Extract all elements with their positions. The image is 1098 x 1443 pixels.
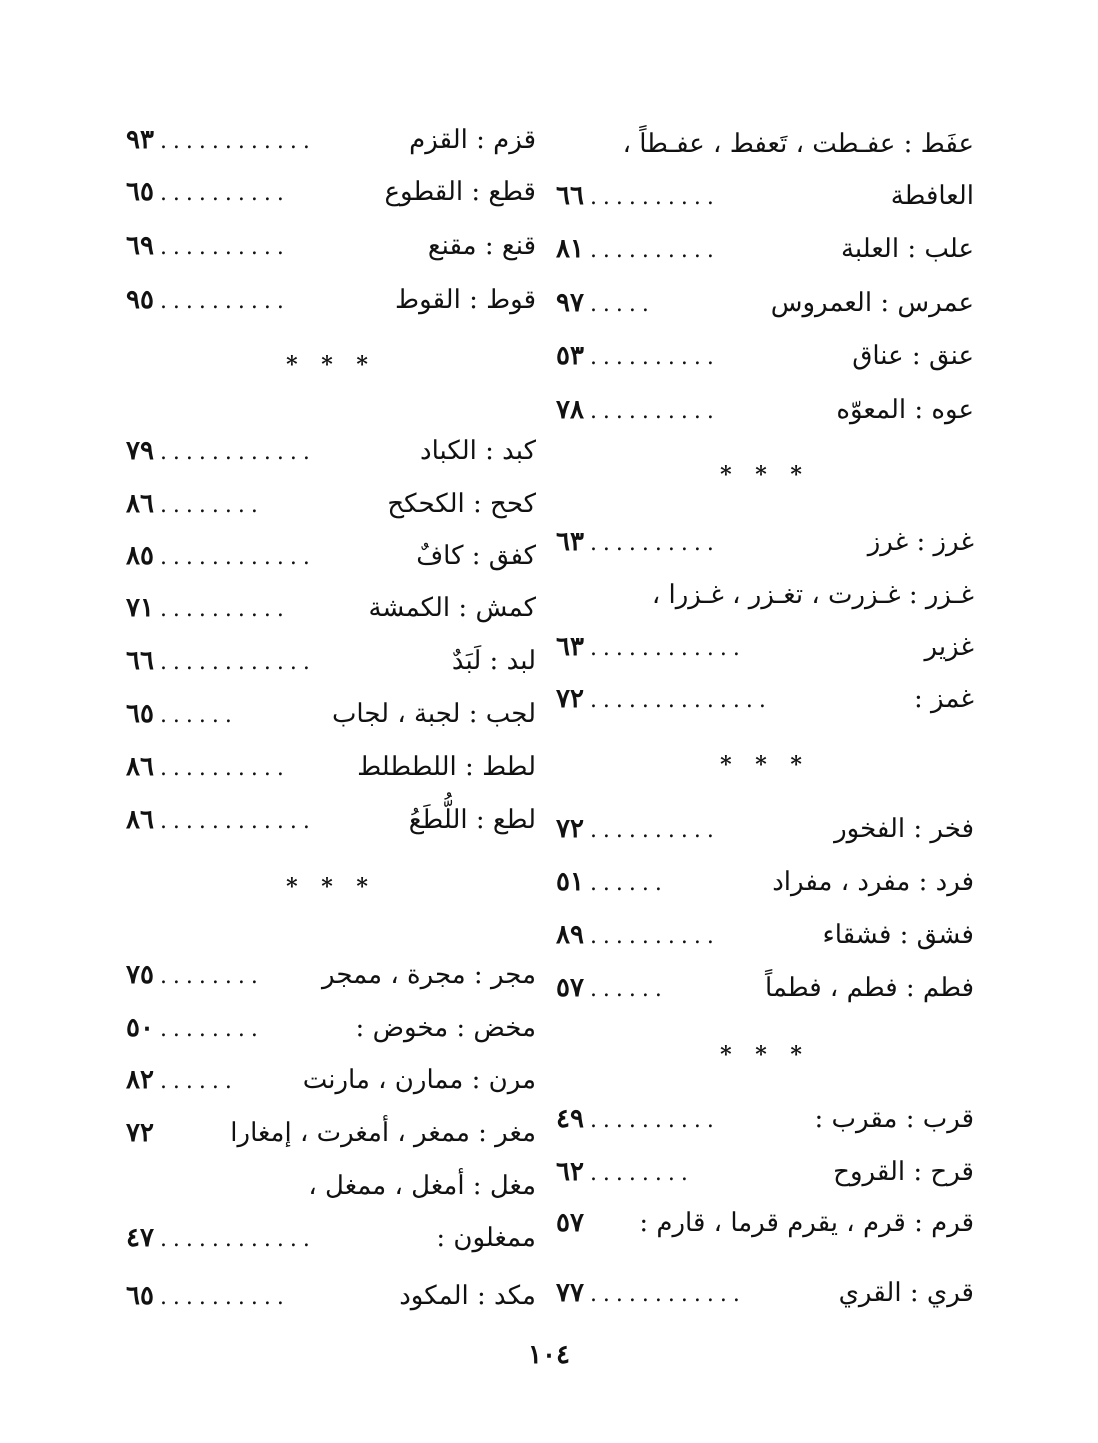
entry-word: قرح : القروح (833, 1157, 974, 1187)
index-entry (126, 484, 536, 524)
leader-dots: .......... (589, 238, 720, 263)
entry-word: علب : العلبة (840, 234, 974, 264)
leader-dots: .......... (159, 289, 290, 314)
page-ref: ٦٣ (556, 527, 584, 557)
leader-dots: ............ (159, 650, 316, 675)
index-entry (556, 1152, 974, 1192)
leader-dots: ...... (589, 977, 668, 1002)
index-entry (126, 431, 536, 471)
index-entry (126, 800, 536, 840)
entry-word: مكد : المكود (399, 1281, 536, 1311)
page-ref: ٧٥ (126, 960, 154, 990)
page-ref: ٨٦ (126, 489, 154, 519)
index-entry (126, 588, 536, 628)
index-entry (126, 955, 536, 995)
page-ref: ٧٢ (126, 1118, 154, 1148)
entry-word: كبد : الكباد (419, 436, 536, 466)
page-ref: ٦٦ (556, 181, 584, 211)
leader-dots: .......... (589, 399, 720, 424)
page-ref: ٩٧ (556, 288, 584, 318)
index-entry (126, 226, 536, 266)
leader-dots: .......... (159, 235, 290, 260)
entry-word: فشق : فشقاء (822, 920, 974, 950)
leader-dots: ............ (159, 1227, 316, 1252)
leader-dots: .......... (589, 531, 720, 556)
section-separator: * * * (286, 874, 376, 900)
page-ref: ٩٣ (126, 125, 154, 155)
page-ref: ٦٥ (126, 177, 154, 207)
index-entry (556, 124, 974, 164)
index-entry (556, 1099, 974, 1139)
entry-word: عوه : المعوّه (836, 395, 974, 425)
entry-word: كمش : الكمشة (368, 593, 536, 623)
leader-dots: ............ (159, 809, 316, 834)
index-entry (126, 1008, 536, 1048)
entry-word: قوط : القوط (395, 285, 536, 315)
entry-word: لجب : لجبة ، لجاب (331, 699, 536, 729)
index-entry (556, 229, 974, 269)
index-entry (556, 968, 974, 1008)
index-entry (126, 1113, 536, 1153)
entry-word: فطم : فطم ، فطماً (764, 973, 974, 1003)
leader-dots: ............ (159, 545, 316, 570)
leader-dots: .......... (159, 181, 290, 206)
index-entry (556, 862, 974, 902)
page-ref: ٦٣ (556, 632, 584, 662)
leader-dots: ............ (159, 440, 316, 465)
page-ref: ٦٥ (126, 699, 154, 729)
entry-word: قطع : القطوع (384, 177, 536, 207)
entry-word: عمرس : العمروس (770, 288, 974, 318)
page-ref: ٦٩ (126, 231, 154, 261)
index-entry (556, 915, 974, 955)
page-ref: ٧٨ (556, 395, 584, 425)
leader-dots: .......... (589, 924, 720, 949)
page-ref: ٦٥ (126, 1281, 154, 1311)
entry-word: عنق : عناق (852, 341, 974, 371)
entry-word: فرد : مفرد ، مفراد (772, 867, 974, 897)
leader-dots: .......... (589, 818, 720, 843)
page-ref: ٦٢ (556, 1157, 584, 1187)
page-ref: ٧٢ (556, 814, 584, 844)
index-entry (126, 1166, 536, 1206)
leader-dots: .......... (159, 597, 290, 622)
entry-word: فخر : الفخور (834, 814, 974, 844)
leader-dots: ...... (159, 703, 238, 728)
index-entry (556, 627, 974, 667)
page-ref: ٨١ (556, 234, 584, 264)
page-ref: ٧٧ (556, 1278, 584, 1308)
section-separator: * * * (720, 752, 810, 778)
page-ref: ٦٦ (126, 646, 154, 676)
leader-dots: .......... (589, 1108, 720, 1133)
index-entry (556, 1203, 974, 1243)
leader-dots: .......... (589, 185, 720, 210)
section-separator: * * * (286, 352, 376, 378)
page-ref: ٨٢ (126, 1065, 154, 1095)
entry-word: مجر : مجرة ، ممجر (321, 960, 536, 990)
page-ref: ٩٥ (126, 285, 154, 315)
index-entry (126, 747, 536, 787)
index-entry (556, 679, 974, 719)
page-ref: ٨٦ (126, 805, 154, 835)
leader-dots: ...... (589, 871, 668, 896)
entry-word: غـزر : غـزرت ، تغـزر ، غـزرا ، (651, 580, 974, 610)
page-ref: ٤٩ (556, 1104, 584, 1134)
entry-word: قزم : القزم (409, 125, 536, 155)
leader-dots: ..... (589, 292, 655, 317)
leader-dots: .............. (589, 688, 772, 713)
index-column-right (556, 0, 974, 1443)
index-entry (126, 280, 536, 320)
entry-word: كحح : الكحكح (387, 489, 536, 519)
page-ref: ٧٢ (556, 684, 584, 714)
entry-word: لطع : اللُّطَعُ (408, 805, 536, 835)
leader-dots: ........ (589, 1161, 694, 1186)
index-entry (556, 1273, 974, 1313)
leader-dots: ............ (589, 636, 746, 661)
entry-word: ممغلون : (436, 1223, 536, 1253)
leader-dots: ...... (159, 1069, 238, 1094)
entry-word: غرز : غرز (867, 527, 974, 557)
section-separator: * * * (720, 462, 810, 488)
page-ref: ٨٥ (126, 541, 154, 571)
index-entry (126, 694, 536, 734)
page-ref: ٨٦ (126, 752, 154, 782)
leader-dots: ............ (159, 129, 316, 154)
page-ref: ٥٧ (556, 1208, 584, 1238)
entry-word: عفَط : عفـطت ، تَعفط ، عفـطاً ، (622, 129, 974, 159)
index-entry (126, 1060, 536, 1100)
index-entry (556, 522, 974, 562)
page-ref: ٥٣ (556, 341, 584, 371)
page-ref: ٧١ (126, 593, 154, 623)
entry-word: لطط : اللططلط (357, 752, 536, 782)
index-entry (556, 575, 974, 615)
entry-word: مغل : أمغل ، ممغل ، (308, 1171, 536, 1201)
entry-word: مرن : ممارن ، مارنت (302, 1065, 536, 1095)
index-entry (126, 172, 536, 212)
page-ref: ٥١ (556, 867, 584, 897)
entry-word: قري : القري (838, 1278, 974, 1308)
leader-dots: .......... (159, 756, 290, 781)
entry-word: قرب : مقرب : (814, 1104, 974, 1134)
index-entry (556, 809, 974, 849)
page-ref: ٥٠ (126, 1013, 154, 1043)
entry-word: غزير (924, 632, 974, 662)
index-entry (126, 641, 536, 681)
entry-word: مخض : مخوض : (355, 1013, 536, 1043)
index-entry (556, 390, 974, 430)
page-number: ١٠٤ (528, 1340, 570, 1370)
index-entry (556, 283, 974, 323)
index-entry (126, 120, 536, 160)
index-column-left (126, 0, 536, 1443)
section-separator: * * * (720, 1042, 810, 1068)
leader-dots: ........ (159, 493, 264, 518)
entry-word: لبد : لَبَدٌ (451, 646, 536, 676)
entry-word: غمز : (914, 684, 974, 714)
index-entry (556, 336, 974, 376)
entry-word: كفق : كافٌ (416, 541, 536, 571)
leader-dots: ........ (159, 964, 264, 989)
leader-dots: ........ (159, 1017, 264, 1042)
index-entry (556, 176, 974, 216)
page-ref: ٤٧ (126, 1223, 154, 1253)
index-entry (126, 1218, 536, 1258)
leader-dots: ............ (589, 1282, 746, 1307)
leader-dots: .......... (159, 1285, 290, 1310)
index-entry (126, 536, 536, 576)
page-ref: ٧٩ (126, 436, 154, 466)
index-entry (126, 1276, 536, 1316)
entry-word: قرم : قرم ، يقرم قرما ، قارم : (639, 1208, 974, 1238)
entry-word: مغر : ممغر ، أمغرت ، إمغارا (230, 1118, 536, 1148)
leader-dots: .......... (589, 345, 720, 370)
entry-word: العافطة (890, 181, 974, 211)
page-ref: ٨٩ (556, 920, 584, 950)
entry-word: قنع : مقنع (427, 231, 536, 261)
page-ref: ٥٧ (556, 973, 584, 1003)
